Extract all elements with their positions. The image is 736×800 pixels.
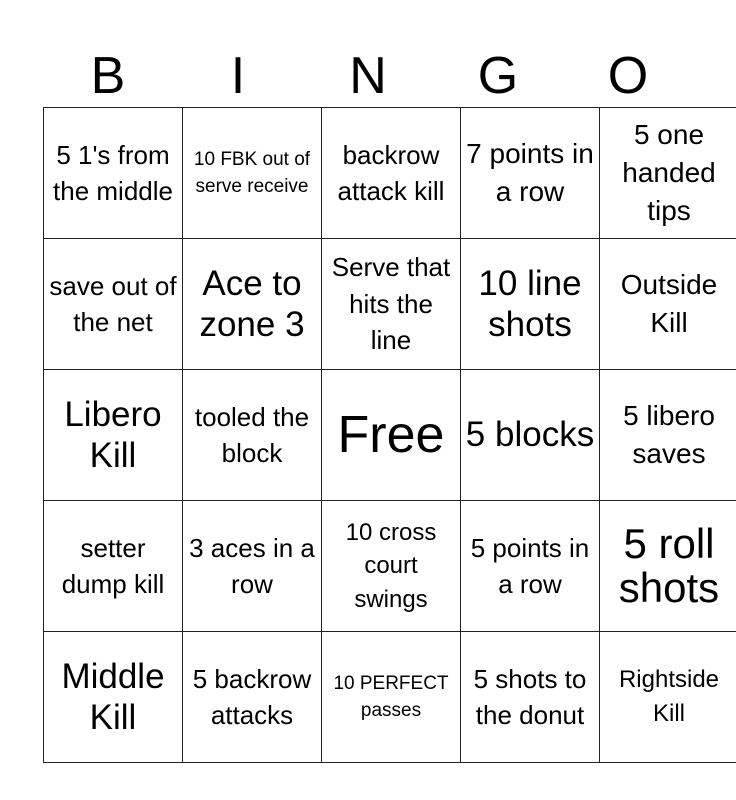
- header-letter-i: I: [230, 47, 246, 105]
- header-letter-o: O: [607, 47, 649, 105]
- bingo-cell[interactable]: 5 one handed tips: [600, 108, 736, 239]
- board-row: [44, 239, 736, 370]
- board-row: [44, 632, 736, 763]
- bingo-cell[interactable]: 10 PERFECT passes: [322, 632, 461, 763]
- bingo-cell[interactable]: 5 roll shots: [600, 501, 736, 632]
- free-space: Free: [322, 370, 461, 501]
- bingo-cell[interactable]: 5 libero saves: [600, 370, 736, 501]
- bingo-cell[interactable]: Ace to zone 3: [183, 239, 322, 370]
- bingo-cell[interactable]: 5 shots to the donut: [461, 632, 600, 763]
- bingo-cell[interactable]: tooled the block: [183, 370, 322, 501]
- bingo-cell[interactable]: setter dump kill: [44, 501, 183, 632]
- bingo-cell[interactable]: 7 points in a row: [461, 108, 600, 239]
- bingo-cell[interactable]: 5 backrow attacks: [183, 632, 322, 763]
- bingo-cell[interactable]: save out of the net: [44, 239, 183, 370]
- bingo-cell[interactable]: 5 blocks: [461, 370, 600, 501]
- header-letter-g: G: [477, 47, 519, 105]
- bingo-cell[interactable]: Libero Kill: [44, 370, 183, 501]
- bingo-header: [43, 46, 693, 106]
- bingo-cell[interactable]: 3 aces in a row: [183, 501, 322, 632]
- bingo-cell[interactable]: Middle Kill: [44, 632, 183, 763]
- bingo-cell[interactable]: 5 points in a row: [461, 501, 600, 632]
- bingo-cell[interactable]: 5 1's from the middle: [44, 108, 183, 239]
- board-row: [44, 108, 736, 239]
- bingo-cell[interactable]: Serve that hits the line: [322, 239, 461, 370]
- board-row: [44, 501, 736, 632]
- bingo-cell[interactable]: Rightside Kill: [600, 632, 736, 763]
- bingo-cell[interactable]: Outside Kill: [600, 239, 736, 370]
- board-row: [44, 370, 736, 501]
- bingo-board: [43, 107, 736, 763]
- header-letter-b: B: [90, 47, 126, 105]
- bingo-cell[interactable]: 10 line shots: [461, 239, 600, 370]
- bingo-cell[interactable]: 10 FBK out of serve receive: [183, 108, 322, 239]
- header-letter-n: N: [349, 47, 387, 105]
- bingo-cell[interactable]: 10 cross court swings: [322, 501, 461, 632]
- bingo-cell[interactable]: backrow attack kill: [322, 108, 461, 239]
